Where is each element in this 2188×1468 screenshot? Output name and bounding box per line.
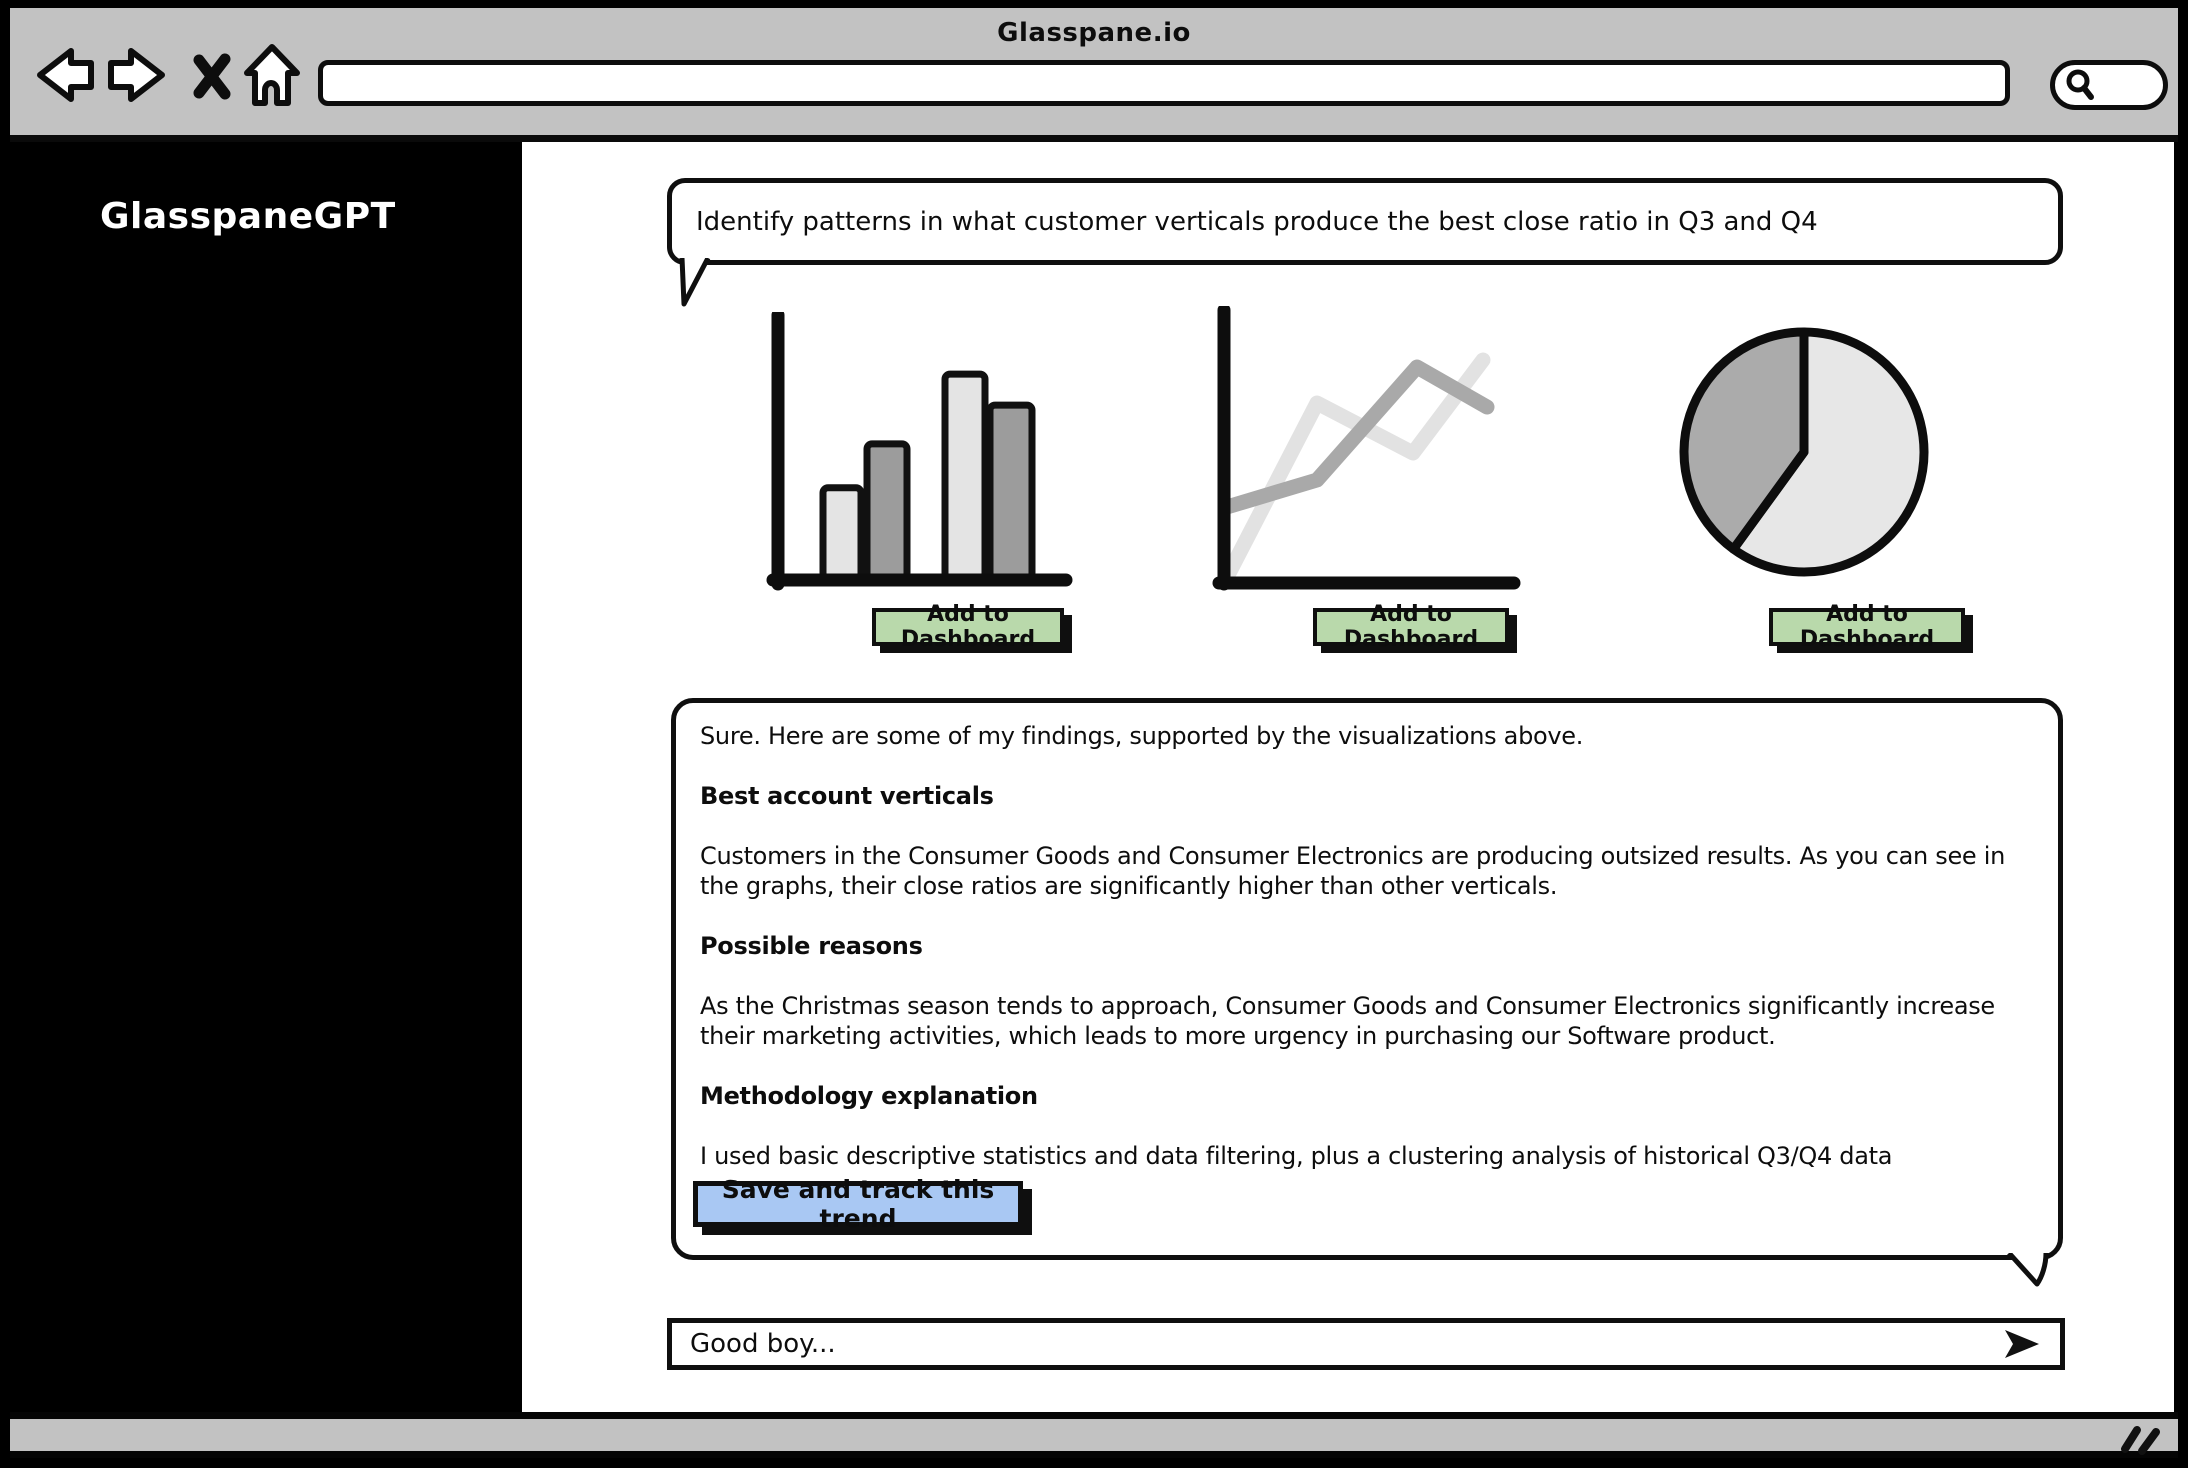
- message-input[interactable]: [667, 1318, 2065, 1370]
- pie-chart-sketch: [1664, 310, 1949, 590]
- forward-button[interactable]: [106, 46, 168, 108]
- section-heading: Best account verticals: [700, 782, 994, 810]
- send-icon: [2002, 1328, 2042, 1360]
- assistant-message-bubble: [671, 698, 2063, 1260]
- add-to-dashboard-button-line[interactable]: Add to Dashboard: [1313, 608, 1509, 646]
- user-message-text: Identify patterns in what customer verticals produce the best close ratio in Q3 and Q4: [696, 206, 1818, 237]
- horizontal-scrollbar[interactable]: [10, 1412, 2178, 1458]
- browser-chrome: [10, 8, 2178, 142]
- stop-button[interactable]: [188, 48, 236, 108]
- section-body: Customers in the Consumer Goods and Consumer Electronics are producing outsized results. As you can see in the graphs, their close ratios are significantly higher than other verticals.: [700, 842, 2006, 900]
- window-title: Glasspane.io: [997, 18, 1191, 48]
- back-button[interactable]: [34, 46, 96, 108]
- search-icon: [2064, 66, 2102, 104]
- add-to-dashboard-button-bar[interactable]: Add to Dashboard: [872, 608, 1064, 646]
- search-box[interactable]: [2050, 60, 2168, 110]
- url-bar[interactable]: [318, 60, 2010, 106]
- bar-chart-sketch: [764, 312, 1074, 597]
- section-body: As the Christmas season tends to approach, Consumer Goods and Consumer Electronics significantly increase their marketing activities, which leads to more urgency in purchasing our Software product.: [700, 992, 1995, 1050]
- send-button[interactable]: [2002, 1328, 2042, 1360]
- section-body: I used basic descriptive statistics and data filtering, plus a clustering analysis of historical Q3/Q4 data: [700, 1142, 1893, 1170]
- line-chart-sketch: [1212, 306, 1522, 596]
- home-icon: [242, 42, 302, 108]
- forward-arrow-icon: [106, 46, 168, 104]
- assistant-bubble-tail: [2006, 1253, 2056, 1293]
- back-arrow-icon: [34, 46, 96, 104]
- user-bubble-tail: [676, 258, 720, 310]
- home-button[interactable]: [242, 42, 302, 112]
- message-input-text: Good boy...: [690, 1329, 836, 1359]
- brand-logo: GlasspaneGPT: [100, 196, 396, 237]
- close-x-icon: [188, 48, 236, 104]
- add-to-dashboard-button-pie[interactable]: Add to Dashboard: [1769, 608, 1965, 646]
- resize-handle[interactable]: [2118, 1422, 2164, 1460]
- sidebar: [10, 142, 522, 1412]
- section-heading: Methodology explanation: [700, 1082, 1038, 1110]
- save-trend-button[interactable]: Save and track this trend: [693, 1181, 1023, 1227]
- user-message-bubble: [667, 178, 2063, 265]
- resize-handle-icon: [2118, 1422, 2164, 1456]
- assistant-intro: Sure. Here are some of my findings, supported by the visualizations above.: [700, 722, 1584, 750]
- section-heading: Possible reasons: [700, 932, 923, 960]
